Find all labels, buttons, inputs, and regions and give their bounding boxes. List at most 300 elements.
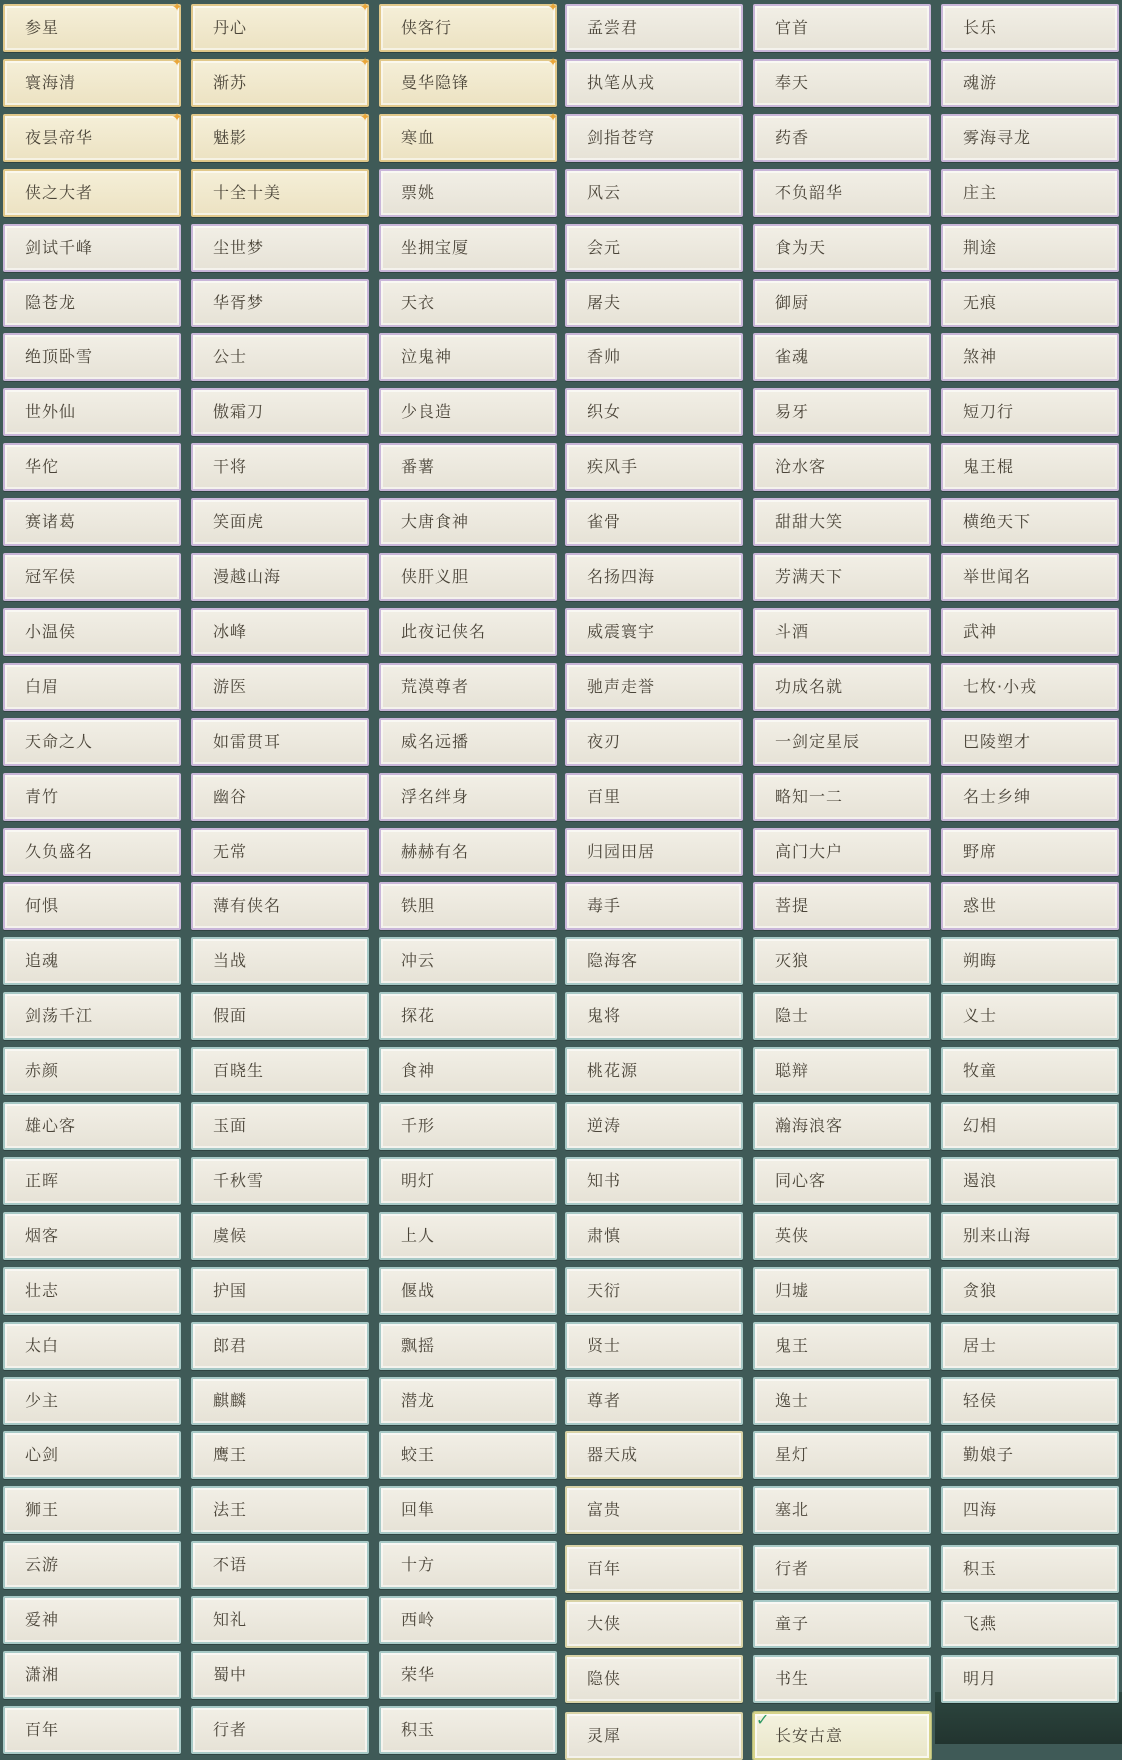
title-tile[interactable]	[753, 937, 931, 985]
title-label: 织女	[587, 402, 622, 422]
title-label: 爱神	[25, 1610, 60, 1630]
title-tile[interactable]	[753, 992, 931, 1040]
title-tile[interactable]	[565, 882, 743, 930]
title-label: 积玉	[963, 1559, 998, 1579]
title-tile[interactable]	[191, 169, 369, 217]
title-tile[interactable]	[565, 663, 743, 711]
title-tile[interactable]	[379, 1651, 557, 1699]
title-tile[interactable]	[565, 937, 743, 985]
title-tile[interactable]	[3, 937, 181, 985]
title-label: 侠客行	[401, 18, 453, 37]
title-tile[interactable]	[753, 169, 931, 217]
title-label: 四海	[963, 1500, 998, 1520]
title-tile[interactable]	[753, 443, 931, 491]
title-tile[interactable]	[379, 608, 557, 656]
title-label: 灵犀	[587, 1725, 622, 1745]
title-label: 番薯	[401, 457, 436, 477]
sparkle-icon: ✦	[359, 0, 370, 14]
title-tile[interactable]	[191, 279, 369, 327]
title-tile[interactable]	[565, 114, 743, 162]
title-tile[interactable]	[753, 4, 931, 52]
title-label: 久负盛名	[25, 841, 94, 861]
title-tile[interactable]	[379, 54, 558, 107]
title-label: 食神	[401, 1061, 436, 1081]
title-tile[interactable]	[3, 109, 182, 162]
title-tile[interactable]	[941, 992, 1119, 1040]
title-label: 一剑定星辰	[775, 731, 861, 751]
title-tile[interactable]	[565, 992, 743, 1040]
title-tile[interactable]	[565, 1431, 743, 1479]
title-tile[interactable]	[379, 333, 557, 381]
title-label: 屠夫	[587, 292, 622, 312]
title-tile[interactable]	[3, 553, 181, 601]
title-label: 药香	[775, 127, 810, 147]
title-tile[interactable]	[941, 498, 1119, 546]
title-tile[interactable]	[191, 937, 369, 985]
title-label: 百晓生	[213, 1061, 265, 1081]
title-tile[interactable]	[379, 937, 557, 985]
title-tile[interactable]	[565, 1212, 743, 1260]
title-tile[interactable]	[565, 224, 743, 272]
title-label: 朔晦	[963, 951, 998, 971]
title-tile[interactable]	[379, 109, 558, 162]
title-tile[interactable]	[941, 1047, 1119, 1095]
title-tile[interactable]	[565, 1545, 743, 1593]
title-tile[interactable]	[753, 773, 931, 821]
title-tile[interactable]	[753, 1545, 931, 1593]
title-tile[interactable]	[941, 1486, 1119, 1534]
title-tile[interactable]	[379, 224, 557, 272]
title-tile[interactable]	[941, 388, 1119, 436]
title-label: 雾海寻龙	[963, 127, 1032, 147]
title-label: 隐士	[775, 1006, 810, 1026]
title-tile[interactable]	[565, 333, 743, 381]
title-tile[interactable]	[565, 1322, 743, 1370]
title-tile[interactable]	[753, 333, 931, 381]
title-label: 义士	[963, 1006, 998, 1026]
title-label: 赤颜	[25, 1061, 60, 1081]
title-label: 壮志	[25, 1280, 60, 1300]
title-tile[interactable]	[3, 443, 181, 491]
title-label: 毒手	[587, 896, 622, 916]
title-label: 票姚	[401, 182, 436, 202]
title-tile[interactable]	[191, 1047, 369, 1095]
title-tile[interactable]	[3, 608, 181, 656]
title-label: 贤士	[587, 1335, 622, 1355]
title-tile[interactable]	[379, 0, 558, 52]
sparkle-icon: ✦	[171, 0, 182, 14]
title-tile[interactable]	[3, 1322, 181, 1370]
title-tile[interactable]	[3, 498, 181, 546]
title-tile[interactable]	[191, 1596, 369, 1644]
title-label: 法王	[213, 1500, 248, 1520]
title-tile[interactable]	[379, 1047, 557, 1095]
title-tile[interactable]	[565, 443, 743, 491]
title-tile[interactable]	[3, 992, 181, 1040]
title-label: 剑荡千江	[25, 1006, 94, 1026]
title-tile[interactable]	[3, 1377, 181, 1425]
title-tile[interactable]	[941, 169, 1119, 217]
title-label: 隐苍龙	[25, 292, 77, 312]
title-tile[interactable]	[941, 1655, 1119, 1703]
title-label: 回隼	[401, 1500, 436, 1520]
title-tile[interactable]	[753, 1377, 931, 1425]
title-tile[interactable]	[941, 1102, 1119, 1150]
title-tile[interactable]	[753, 114, 931, 162]
title-tile[interactable]	[191, 1377, 369, 1425]
title-tile[interactable]	[941, 1157, 1119, 1205]
title-tile[interactable]	[3, 279, 181, 327]
title-tile[interactable]	[379, 498, 557, 546]
title-label: 明月	[963, 1669, 998, 1688]
title-tile[interactable]	[191, 992, 369, 1040]
title-label: 郎君	[213, 1335, 248, 1355]
title-label: 野席	[963, 841, 998, 861]
title-tile[interactable]	[565, 828, 743, 876]
title-tile[interactable]	[753, 608, 931, 656]
title-tile[interactable]	[3, 0, 182, 52]
title-tile[interactable]	[941, 663, 1119, 711]
title-tile[interactable]	[753, 1212, 931, 1260]
title-tile[interactable]	[379, 1267, 557, 1315]
title-tile[interactable]	[379, 553, 557, 601]
title-tile[interactable]	[565, 59, 743, 107]
title-label: 荒漠尊者	[401, 676, 470, 696]
title-tile[interactable]	[191, 443, 369, 491]
title-label: 西岭	[401, 1610, 436, 1630]
title-tile[interactable]	[565, 608, 743, 656]
title-label: 魂游	[963, 72, 998, 92]
title-label: 举世闻名	[963, 567, 1032, 586]
title-label: 贪狼	[963, 1280, 998, 1300]
title-tile[interactable]	[191, 718, 369, 766]
title-tile[interactable]	[753, 1486, 931, 1534]
title-label: 坐拥宝厦	[401, 237, 470, 257]
sparkle-icon: ✦	[359, 54, 370, 69]
title-tile[interactable]	[941, 1322, 1119, 1370]
title-tile[interactable]	[565, 4, 743, 52]
title-label: 芳满天下	[775, 567, 844, 586]
title-label: 薄有侠名	[213, 896, 282, 916]
title-label: 荣华	[401, 1665, 436, 1684]
title-label: 赫赫有名	[401, 841, 470, 861]
title-tile[interactable]	[3, 828, 181, 876]
title-label: 食为天	[775, 237, 827, 257]
title-tile[interactable]	[3, 333, 181, 381]
title-tile[interactable]	[379, 1541, 557, 1589]
title-tile[interactable]	[941, 1431, 1119, 1479]
title-tile[interactable]	[941, 1377, 1119, 1425]
title-tile[interactable]	[753, 388, 931, 436]
title-tile[interactable]	[753, 828, 931, 876]
title-tile[interactable]	[191, 1212, 369, 1260]
title-label: 探花	[401, 1006, 436, 1026]
title-tile[interactable]	[3, 1212, 181, 1260]
title-label: 香帅	[587, 347, 622, 367]
title-label: 剑试千峰	[25, 237, 94, 257]
title-label: 当战	[213, 951, 248, 971]
title-label: 知书	[587, 1170, 622, 1190]
title-label: 威震寰宇	[587, 621, 656, 641]
title-label: 少主	[25, 1390, 60, 1410]
title-label: 千形	[401, 1116, 436, 1135]
title-label: 七枚·小戎	[963, 676, 1038, 696]
title-tile[interactable]	[191, 1157, 369, 1205]
title-tile[interactable]	[379, 443, 557, 491]
title-tile[interactable]	[3, 1047, 181, 1095]
title-tile[interactable]	[3, 1541, 181, 1589]
title-tile[interactable]	[3, 663, 181, 711]
title-tile[interactable]	[565, 1102, 743, 1150]
title-tile[interactable]	[941, 937, 1119, 985]
title-label: 飞燕	[963, 1614, 998, 1634]
title-label: 富贵	[587, 1500, 622, 1520]
title-tile[interactable]	[753, 279, 931, 327]
title-label: 菩提	[775, 896, 810, 916]
title-label: 参星	[25, 18, 60, 37]
title-label: 名士乡绅	[963, 786, 1032, 806]
title-label: 塞北	[775, 1500, 810, 1520]
title-tile[interactable]	[379, 828, 557, 876]
title-label: 同心客	[775, 1170, 827, 1190]
sparkle-icon: ✦	[547, 54, 558, 69]
title-label: 无痕	[963, 292, 998, 312]
title-tile[interactable]	[3, 1651, 181, 1699]
title-tile[interactable]	[191, 224, 369, 272]
title-tile[interactable]	[941, 828, 1119, 876]
title-tile[interactable]	[191, 608, 369, 656]
title-tile[interactable]	[191, 109, 370, 162]
title-label: 瀚海浪客	[775, 1116, 844, 1135]
title-tile[interactable]	[565, 773, 743, 821]
title-tile[interactable]	[565, 498, 743, 546]
title-tile[interactable]	[565, 718, 743, 766]
title-tile[interactable]	[191, 388, 369, 436]
title-tile[interactable]	[191, 1651, 369, 1699]
title-tile[interactable]	[753, 718, 931, 766]
title-tile[interactable]	[379, 1157, 557, 1205]
title-tile[interactable]	[3, 718, 181, 766]
title-tile[interactable]	[379, 882, 557, 930]
title-tile[interactable]	[379, 1486, 557, 1534]
title-tile[interactable]	[191, 1541, 369, 1589]
title-tile[interactable]	[3, 54, 182, 107]
title-tile[interactable]	[753, 1431, 931, 1479]
title-label: 桃花源	[587, 1061, 639, 1081]
title-tile[interactable]	[3, 1157, 181, 1205]
title-label: 夜刃	[587, 731, 622, 751]
title-tile[interactable]	[941, 773, 1119, 821]
title-tile[interactable]	[565, 169, 743, 217]
title-tile[interactable]	[3, 224, 181, 272]
title-label: 无常	[213, 841, 248, 861]
title-tile[interactable]	[379, 992, 557, 1040]
title-tile[interactable]	[191, 773, 369, 821]
title-tile[interactable]	[191, 498, 369, 546]
title-tile[interactable]	[753, 224, 931, 272]
title-tile[interactable]	[191, 0, 370, 52]
title-tile[interactable]	[379, 773, 557, 821]
title-label: 牧童	[963, 1061, 998, 1081]
title-tile[interactable]	[379, 1377, 557, 1425]
title-tile[interactable]	[565, 1377, 743, 1425]
title-tile[interactable]	[941, 882, 1119, 930]
title-tile[interactable]	[753, 498, 931, 546]
title-label: 遏浪	[963, 1170, 998, 1190]
title-label: 积玉	[401, 1719, 436, 1739]
title-label: 曼华隐锋	[401, 72, 470, 92]
title-label: 飘摇	[401, 1335, 436, 1355]
title-label: 奉天	[775, 72, 810, 92]
title-label: 灭狼	[775, 951, 810, 971]
title-tile[interactable]	[941, 114, 1119, 162]
title-label: 干将	[213, 457, 248, 477]
title-tile[interactable]	[3, 1706, 181, 1754]
title-tile[interactable]	[3, 1431, 181, 1479]
title-label: 冰峰	[213, 621, 248, 641]
title-label: 肃慎	[587, 1225, 622, 1245]
title-label: 大唐食神	[401, 512, 470, 532]
title-tile[interactable]	[941, 1267, 1119, 1315]
title-label: 斗酒	[775, 621, 810, 641]
title-tile[interactable]	[941, 333, 1119, 381]
title-tile[interactable]	[753, 882, 931, 930]
title-tile[interactable]	[941, 608, 1119, 656]
title-tile[interactable]	[379, 1431, 557, 1479]
title-label: 威名远播	[401, 731, 470, 751]
title-label: 鬼王	[775, 1335, 810, 1355]
title-label: 狮王	[25, 1500, 60, 1520]
title-label: 英侠	[775, 1225, 810, 1245]
title-tile[interactable]	[753, 1655, 931, 1703]
title-label: 童子	[775, 1614, 810, 1634]
title-tile[interactable]	[753, 663, 931, 711]
title-tile[interactable]	[565, 388, 743, 436]
title-tile[interactable]	[941, 59, 1119, 107]
title-label: 明灯	[401, 1170, 436, 1190]
title-tile[interactable]	[3, 773, 181, 821]
title-tile[interactable]	[191, 553, 369, 601]
title-tile[interactable]	[3, 1596, 181, 1644]
title-tile[interactable]	[753, 1102, 931, 1150]
title-tile[interactable]	[3, 1486, 181, 1534]
title-tile[interactable]	[565, 279, 743, 327]
title-tile[interactable]	[3, 388, 181, 436]
title-label: 高门大户	[775, 841, 844, 861]
title-tile[interactable]	[753, 553, 931, 601]
title-tile[interactable]	[379, 1102, 557, 1150]
title-tile[interactable]	[565, 1712, 743, 1760]
title-tile[interactable]	[565, 553, 743, 601]
title-label: 泣鬼神	[401, 347, 453, 367]
title-tile[interactable]	[379, 1596, 557, 1644]
title-tile[interactable]	[941, 718, 1119, 766]
title-tile[interactable]	[379, 388, 557, 436]
title-label: 天衍	[587, 1280, 622, 1300]
title-tile[interactable]	[191, 1102, 369, 1150]
title-tile[interactable]	[379, 663, 557, 711]
title-label: 鹰王	[213, 1445, 248, 1465]
title-tile[interactable]	[941, 553, 1119, 601]
title-label: 少良造	[401, 402, 453, 422]
title-tile[interactable]	[379, 1706, 557, 1754]
title-tile[interactable]	[379, 718, 557, 766]
title-tile[interactable]	[3, 882, 181, 930]
title-label: 归墟	[775, 1280, 810, 1300]
title-tile[interactable]	[565, 1157, 743, 1205]
title-tile[interactable]	[3, 169, 181, 217]
title-tile[interactable]	[753, 1157, 931, 1205]
title-tile[interactable]	[191, 1706, 369, 1754]
title-tile[interactable]	[379, 1212, 557, 1260]
title-tile[interactable]	[941, 224, 1119, 272]
title-label: 幻相	[963, 1116, 998, 1135]
title-tile[interactable]	[753, 1600, 931, 1648]
title-label: 赛诸葛	[25, 512, 77, 532]
title-tile[interactable]	[191, 54, 370, 107]
title-label: 风云	[587, 182, 622, 202]
title-label: 不语	[213, 1555, 248, 1575]
title-tile[interactable]	[753, 59, 931, 107]
title-tile[interactable]	[941, 1212, 1119, 1260]
title-tile[interactable]	[941, 1600, 1119, 1648]
title-label: 功成名就	[775, 676, 844, 696]
title-label: 归园田居	[587, 841, 656, 861]
title-label: 心剑	[25, 1445, 60, 1465]
title-tile[interactable]	[3, 1102, 181, 1150]
title-tile[interactable]	[565, 1655, 743, 1703]
title-tile[interactable]	[941, 279, 1119, 327]
title-label: 烟客	[25, 1225, 60, 1245]
title-label: 绝顶卧雪	[25, 347, 94, 367]
title-tile[interactable]	[565, 1047, 743, 1095]
title-tile[interactable]	[753, 1047, 931, 1095]
title-tile[interactable]	[191, 828, 369, 876]
title-tile[interactable]	[379, 169, 557, 217]
title-label: 尊者	[587, 1390, 622, 1410]
title-tile[interactable]	[565, 1486, 743, 1534]
title-label: 逆涛	[587, 1116, 622, 1135]
title-label: 世外仙	[25, 402, 77, 422]
title-tile[interactable]	[379, 279, 557, 327]
title-tile[interactable]	[191, 1267, 369, 1315]
title-label: 虞候	[213, 1225, 248, 1245]
title-tile[interactable]	[379, 1322, 557, 1370]
title-tile[interactable]	[753, 1267, 931, 1315]
sparkle-icon: ✦	[547, 0, 558, 14]
title-tile[interactable]	[191, 1322, 369, 1370]
title-label: 鬼将	[587, 1006, 622, 1026]
title-label: 寰海清	[25, 72, 77, 92]
title-label: 公士	[213, 347, 248, 367]
title-tile[interactable]	[753, 1322, 931, 1370]
title-tile[interactable]	[191, 1486, 369, 1534]
title-tile[interactable]	[191, 333, 369, 381]
title-tile[interactable]	[565, 1267, 743, 1315]
title-label: 甜甜大笑	[775, 512, 844, 532]
title-tile[interactable]	[191, 663, 369, 711]
title-label: 居士	[963, 1335, 998, 1355]
title-tile[interactable]	[565, 1600, 743, 1648]
title-tile-selected[interactable]	[753, 1709, 931, 1760]
title-tile[interactable]	[941, 1545, 1119, 1593]
title-tile[interactable]	[191, 882, 369, 930]
title-tile[interactable]	[941, 4, 1119, 52]
title-tile[interactable]	[3, 1267, 181, 1315]
title-label: 千秋雪	[213, 1170, 265, 1190]
title-tile[interactable]	[191, 1431, 369, 1479]
title-tile[interactable]	[941, 443, 1119, 491]
